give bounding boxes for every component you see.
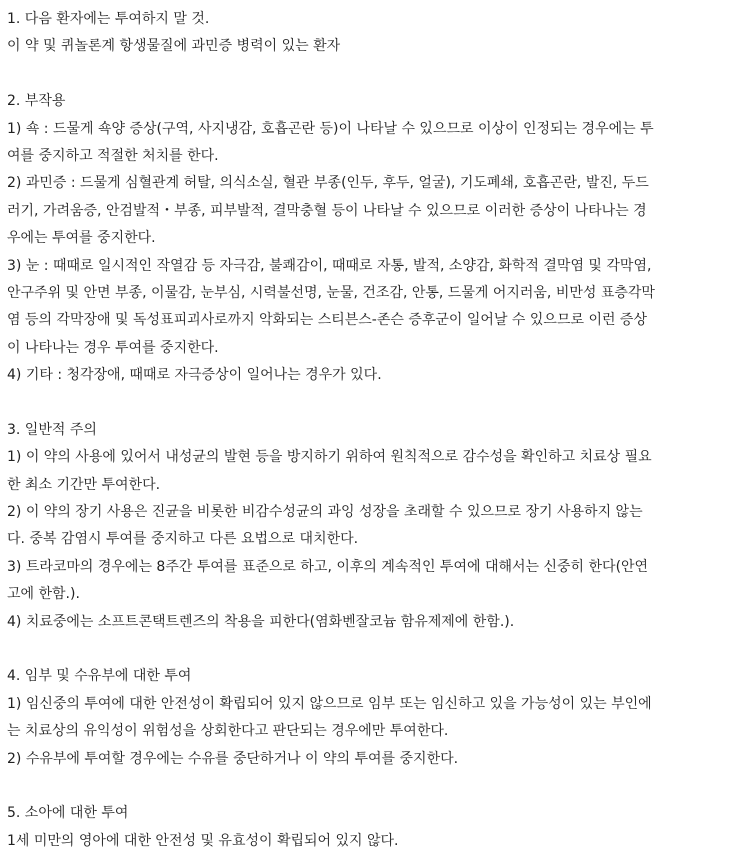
text-line: 4) 치료중에는 소프트콘택트렌즈의 착용을 피한다(염화벤잘코늄 함유제제에 한함.). <box>7 613 515 630</box>
section-spacer <box>7 773 743 800</box>
text-line: 안구주위 및 안면 부종, 이물감, 눈부심, 시력불선명, 눈물, 건조감, 안통, 드물게 어지러움, 비만성 표층각막 <box>7 284 655 301</box>
text-line: 2) 과민증 : 드물게 심혈관계 허탈, 의식소실, 혈관 부종(인두, 후두, 얼굴), 기도폐쇄, 호흡곤란, 발진, 두드 <box>7 175 649 192</box>
text-line: 1) 이 약의 사용에 있어서 내성균의 발현 등을 방지하기 위하여 원칙적으로 감수성을 확인하고 치료상 필요 <box>7 449 652 466</box>
text-line: 우에는 투여를 중지한다. <box>7 230 156 247</box>
section-heading: 1. 다음 환자에는 투여하지 말 것. <box>7 11 210 27</box>
text-line: 염 등의 각막장애 및 독성표피괴사로까지 악화되는 스티븐스-존슨 증후군이 일어날 수 있으므로 이런 증상 <box>7 312 647 329</box>
section-heading: 2. 부작용 <box>7 93 66 110</box>
text-line: 4) 기타 : 청각장애, 때때로 자극증상이 일어나는 경우가 있다. <box>7 367 382 384</box>
section-heading: 3. 일반적 주의 <box>7 421 97 438</box>
text-line: 3) 눈 : 때때로 일시적인 작열감 등 자극감, 불쾌감이, 때때로 자통, 발적, 소양감, 화학적 결막염 및 각막염, <box>7 257 652 274</box>
text-line: 다. 중복 감염시 투여를 중지하고 다른 요법으로 대치한다. <box>7 531 359 548</box>
section-general-precautions <box>7 417 743 636</box>
section-heading: 5. 소아에 대한 투여 <box>7 805 129 822</box>
text-line: 한 최소 기간만 투여한다. <box>7 476 161 493</box>
text-line: 1) 임신중의 투여에 대한 안전성이 확립되어 있지 않으므로 임부 또는 임신하고 있을 가능성이 있는 부인에 <box>7 695 652 712</box>
text-line: 는 치료상의 유익성이 위험성을 상회한다고 판단되는 경우에만 투여한다. <box>7 723 449 740</box>
document-body <box>7 6 743 855</box>
text-line: 2) 이 약의 장기 사용은 진균을 비롯한 비감수성균의 과잉 성장을 초래할 수 있으므로 장기 사용하지 않는 <box>7 504 643 521</box>
section-pregnancy-lactation <box>7 663 743 773</box>
section-spacer <box>7 389 743 416</box>
text-line: 여를 중지하고 적절한 처치를 한다. <box>7 147 219 164</box>
section-spacer <box>7 636 743 663</box>
text-line: 이 약 및 퀴놀론계 항생물질에 과민증 병력이 있는 환자 <box>7 38 341 55</box>
text-line: 1) 쇽 : 드물게 쇽양 증상(구역, 사지냉감, 호흡곤란 등)이 나타날 수 있으므로 이상이 인정되는 경우에는 투 <box>7 120 654 137</box>
section-spacer <box>7 61 743 88</box>
section-contraindications <box>7 6 743 61</box>
text-line: 이 나타나는 경우 투여를 중지한다. <box>7 339 219 356</box>
text-line: 고에 한함.). <box>7 586 80 603</box>
text-line: 1세 미만의 영아에 대한 안전성 및 유효성이 확립되어 있지 않다. <box>7 832 399 849</box>
section-heading: 4. 임부 및 수유부에 대한 투여 <box>7 668 192 685</box>
section-pediatric <box>7 800 743 855</box>
text-line: 2) 수유부에 투여할 경우에는 수유를 중단하거나 이 약의 투여를 중지한다. <box>7 750 459 767</box>
text-line: 러기, 가려움증, 안검발적・부종, 피부발적, 결막충혈 등이 나타날 수 있으므로 이러한 증상이 나타나는 경 <box>7 202 647 219</box>
text-line: 3) 트라코마의 경우에는 8주간 투여를 표준으로 하고, 이후의 계속적인 투여에 대해서는 신중히 한다(안연 <box>7 558 649 575</box>
section-side-effects <box>7 88 743 389</box>
